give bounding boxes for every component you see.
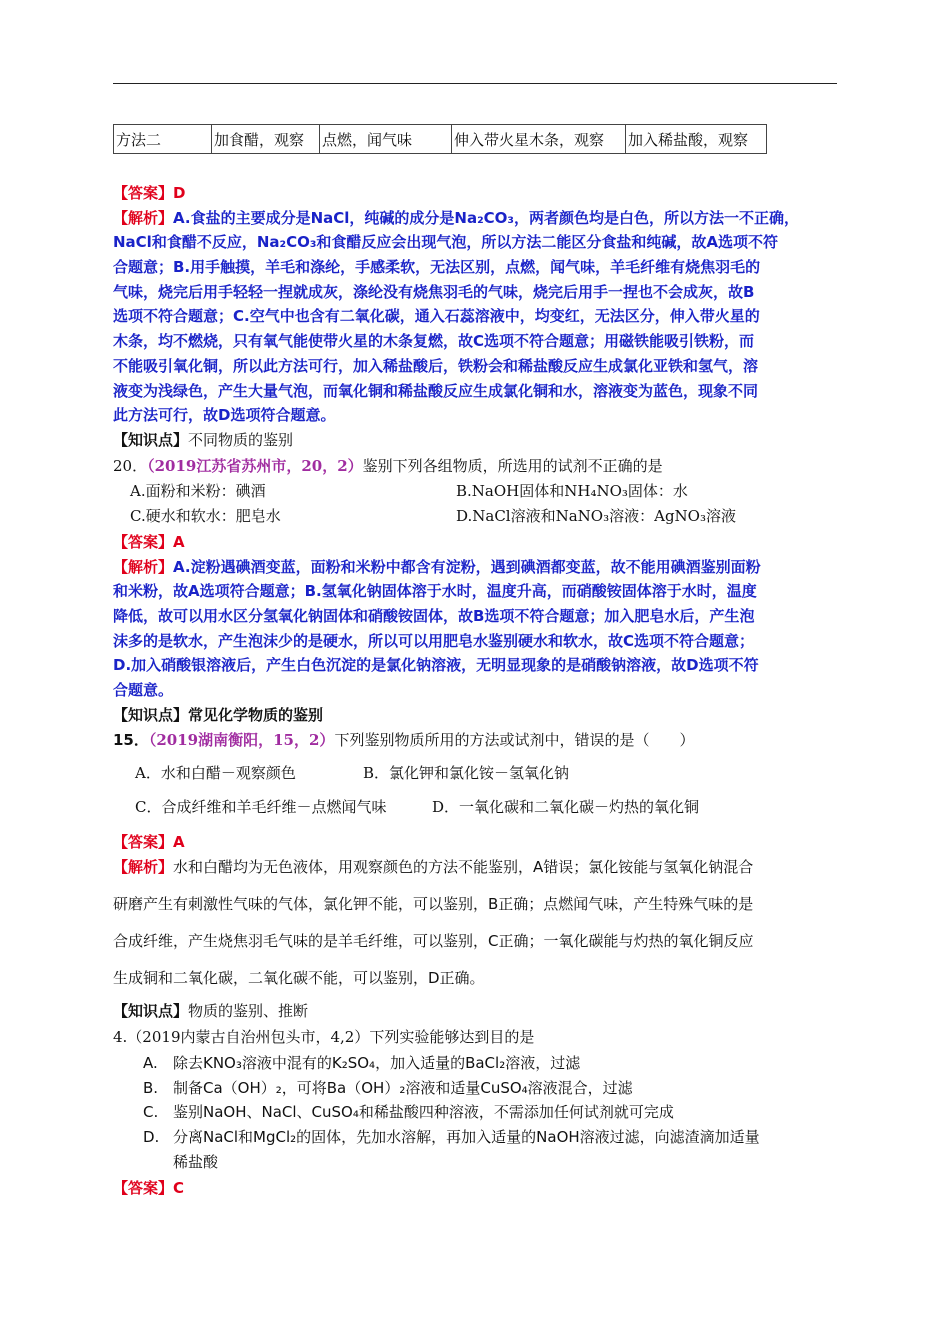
analysis-line (113, 555, 840, 580)
option-text: 鉴别NaOH、NaCl、CuSO₄和稀盐酸四种溶液，不需添加任何试剂就可完成 (173, 1103, 674, 1122)
question-text: 鉴别下列各组物质，所选用的试剂不正确的是 (362, 457, 663, 475)
analysis-line: NaCl和食醋不反应，Na₂CO₃和食醋反应会出现气泡，所以方法二能区分食盐和纯碱，故A选项不符 (113, 233, 779, 252)
question-text: 下列鉴别物质所用的方法或试剂中，错误的是（ ） (334, 731, 695, 749)
header-rule (113, 83, 837, 84)
option-c: C.硬水和软水：肥皂水 (130, 507, 281, 525)
answer-label: 【答案】 (113, 1179, 174, 1197)
analysis-line: 研磨产生有刺激性气味的气体，氯化钾不能，可以鉴别，B正确；点燃闻气味，产生特殊气味的是 (113, 894, 754, 913)
table-cell: 加入稀盐酸，观察 (626, 125, 767, 154)
analysis-label: 【解析】 (113, 857, 174, 876)
knowledge-label: 【知识点】 (113, 430, 189, 449)
q15-knowledge (113, 999, 840, 1024)
option-d: D．一氧化碳和二氧化碳－灼热的氧化铜 (432, 798, 700, 816)
question-stem (113, 454, 840, 479)
option-a: A.面粉和米粉：碘酒 (130, 482, 266, 500)
knowledge-text: 常见化学物质的鉴别 (188, 705, 324, 724)
analysis-line: D.加入硝酸银溶液后，产生白色沉淀的是氯化钠溶液，无明显现象的是硝酸钠溶液，故D选项不符 (113, 656, 759, 675)
option-c: C．合成纤维和羊毛纤维－点燃闻气味 (135, 798, 387, 816)
analysis-line: 合成纤维，产生烧焦羽毛气味的是羊毛纤维，可以鉴别，C正确；一氧化碳能与灼热的氧化铜反应 (113, 931, 754, 950)
knowledge-label: 【知识点】 (113, 705, 189, 724)
table-cell: 伸入带火星木条，观察 (452, 125, 626, 154)
question-number: 20． (113, 457, 148, 475)
question-stem (113, 727, 840, 753)
option-text: 除去KNO₃溶液中混有的K₂SO₄，加入适量的BaCl₂溶液，过滤 (173, 1054, 581, 1072)
question-number: 15． (113, 731, 149, 749)
knowledge-text: 物质的鉴别、推断 (188, 1002, 309, 1020)
method-table (113, 124, 767, 154)
q4-options (143, 1051, 843, 1174)
knowledge-line (113, 703, 840, 728)
analysis-line (113, 855, 840, 892)
table-row (114, 125, 767, 154)
analysis-line: 不能吸引氧化铜，所以此方法可行，加入稀盐酸后，铁粉会和稀盐酸反应生成氯化亚铁和氢气，溶 (113, 356, 759, 375)
answer-value: D (173, 184, 186, 202)
q20-block (113, 530, 840, 728)
analysis-line (113, 206, 840, 231)
analysis-text: A.食盐的主要成分是NaCl，纯碱的成分是Na₂CO₃，两者颜色均是白色，所以方法一不正确， (173, 208, 800, 227)
q19-block (113, 181, 840, 453)
option-text: 分离NaCl和MgCl₂的固体，先加水溶解，再加入适量的NaOH溶液过滤，向滤渣滴加适量 (173, 1128, 760, 1147)
answer-line (113, 530, 840, 555)
analysis-line: 木条，均不燃烧，只有氧气能使带火星的木条复燃，故C选项不符合题意；用磁铁能吸引铁粉，而 (113, 332, 755, 351)
answer-label: 【答案】 (113, 533, 174, 551)
analysis-line: 降低，故可以用水区分氢氧化钠固体和硝酸铵固体，故B选项不符合题意；加入肥皂水后，产生泡 (113, 607, 755, 626)
table-cell: 方法二 (114, 125, 212, 154)
option-text: 稀盐酸 (173, 1152, 219, 1171)
q20-stem (113, 454, 840, 479)
q15-stem (113, 727, 840, 753)
analysis-text: A.淀粉遇碘酒变蓝，面粉和米粉中都含有淀粉，遇到碘酒都变蓝，故不能用碘酒鉴别面粉 (173, 557, 761, 576)
analysis-line: 合题意；B.用手触摸，羊毛和涤纶，手感柔软，无法区别，点燃，闻气味，羊毛纤维有烧焦羽毛的 (113, 258, 761, 277)
option-d: D.NaCl溶液和NaNO₃溶液：AgNO₃溶液 (456, 507, 736, 525)
analysis-line: 此方法可行，故D选项符合题意。 (113, 406, 336, 425)
analysis-line: 液变为浅绿色，产生大量气泡，而氧化铜和稀盐酸反应生成氯化铜和水，溶液变为蓝色，现象不同 (113, 381, 759, 400)
analysis-label: 【解析】 (113, 208, 174, 227)
q4-answer (113, 1176, 840, 1201)
answer-value: C (173, 1179, 185, 1197)
q4-block (113, 1025, 840, 1050)
analysis-line: 沫多的是软水，产生泡沫少的是硬水，所以可以用肥皂水鉴别硬水和软水，故C选项不符合题意； (113, 631, 755, 650)
analysis-line: 选项不符合题意；C.空气中也含有二氧化碳，通入石蕊溶液中，均变红，无法区分，伸入带火星的 (113, 307, 760, 326)
knowledge-line (113, 999, 840, 1024)
knowledge-text: 不同物质的鉴别 (188, 430, 294, 449)
option-c (143, 1100, 843, 1125)
option-mark: C. (143, 1103, 159, 1122)
knowledge-label: 【知识点】 (113, 1002, 189, 1020)
q15-block (113, 830, 840, 1003)
option-text: 制备Ca（OH）₂，可将Ba（OH）₂溶液和适量CuSO₄溶液混合，过滤 (173, 1078, 633, 1097)
answer-line (113, 830, 840, 855)
answer-line (113, 181, 840, 206)
analysis-line: 合题意。 (113, 681, 174, 700)
option-mark: D. (143, 1128, 160, 1147)
answer-label: 【答案】 (113, 184, 174, 202)
analysis-text: 水和白醋均为无色液体，用观察颜色的方法不能鉴别，A错误；氯化铵能与氢氧化钠混合 (173, 857, 754, 876)
option-mark: A. (143, 1054, 158, 1072)
answer-line (113, 1176, 840, 1201)
question-source: （2019江苏省苏州市，20，2） (147, 457, 363, 475)
table-cell: 加食醋，观察 (212, 125, 320, 154)
option-mark: B. (143, 1078, 159, 1097)
option-b: B．氯化钾和氯化铵－氢氧化钠 (363, 764, 570, 782)
knowledge-line (113, 428, 840, 453)
option-d (143, 1125, 843, 1150)
answer-label: 【答案】 (113, 833, 174, 851)
question-source: （2019湖南衡阳，15，2） (148, 731, 335, 749)
analysis-line: 气味，烧完后用手轻轻一捏就成灰，涤纶没有烧焦羽毛的气味，烧完后用手一捏也不会成灰，故B (113, 282, 755, 301)
question-stem: 4.（2019内蒙古自治州包头市，4,2）下列实验能够达到目的是 (113, 1028, 535, 1046)
answer-value: A (173, 833, 185, 851)
analysis-line: 和米粉，故A选项符合题意；B.氢氧化钠固体溶于水时，温度升高，而硝酸铵固体溶于水时，温度 (113, 582, 757, 601)
answer-value: A (173, 533, 185, 551)
option-d-continued (143, 1150, 843, 1175)
analysis-line: 生成铜和二氧化碳，二氧化碳不能，可以鉴别，D正确。 (113, 968, 485, 987)
table-cell: 点燃，闻气味 (320, 125, 452, 154)
option-b (143, 1076, 843, 1101)
option-b: B.NaOH固体和NH₄NO₃固体：水 (456, 482, 688, 500)
analysis-label: 【解析】 (113, 557, 174, 576)
option-a: A．水和白醋－观察颜色 (135, 764, 296, 782)
option-a (143, 1051, 843, 1076)
